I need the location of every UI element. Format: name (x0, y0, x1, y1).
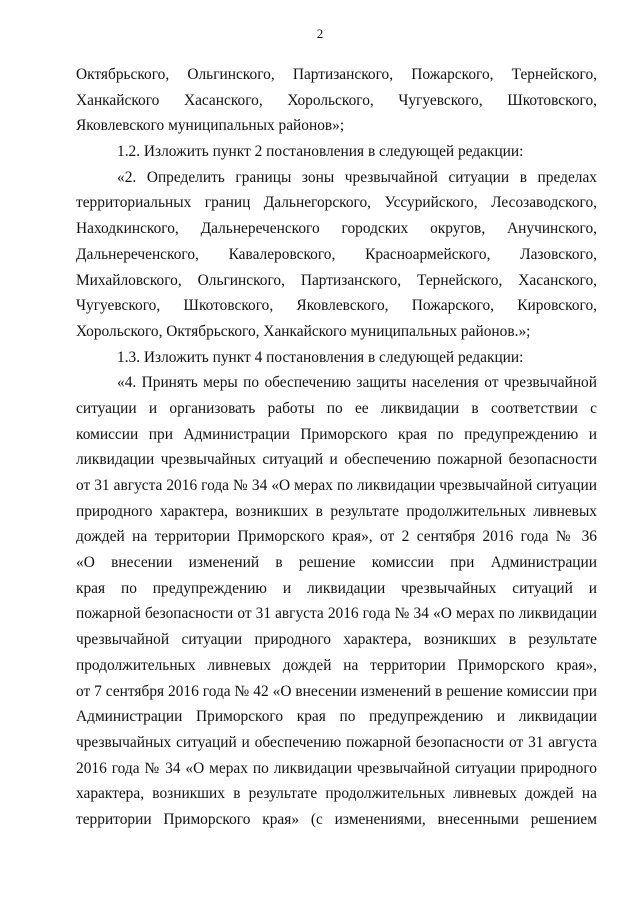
text-line: Октябрьского, Ольгинского, Партизанского, Пожарского, Тернейского, (76, 66, 597, 83)
text-line: Дальнереченского, Кавалеровского, Красноармейского, Лазовского, (76, 245, 597, 263)
text-line: территории Приморского края» (с изменениями, внесенными решением (76, 810, 597, 828)
text-line: от 7 сентября 2016 года № 42 «О внесении изменений в решение комиссии при (76, 682, 597, 700)
text-line: чрезвычайной ситуации природного характера, возникших в результате (76, 631, 597, 649)
text-line: Находкинского, Дальнереченского городских округов, Анучинского, (76, 220, 597, 238)
text-line: Хорольского, Октябрьского, Ханкайского муниципальных районов.»; (76, 322, 531, 340)
text-line: Ханкайского Хасанского, Хорольского, Чугуевского, Шкотовского, (76, 91, 597, 109)
text-line: ситуации и организовать работы по ее ликвидации в соответствии с (76, 399, 597, 417)
text-line: Михайловского, Ольгинского, Партизанского, Тернейского, Хасанского, (76, 271, 597, 289)
text-line: природного характера, возникших в результате продолжительных ливневых (76, 502, 597, 520)
text-line: Администрации Приморского края по предупреждению и ликвидации (76, 708, 597, 726)
page-number: 2 (316, 26, 324, 41)
text-line: Яковлевского муниципальных районов»; (76, 117, 345, 135)
text-line: продолжительных ливневых дождей на территории Приморского края», (76, 656, 597, 674)
text-line: ликвидации чрезвычайных ситуаций и обеспечению пожарной безопасности (76, 451, 597, 469)
text-line: территориальных границ Дальнегорского, Уссурийского, Лесозаводского, (76, 194, 597, 212)
text-line: «О внесении изменений в решение комиссии при Администрации (76, 554, 597, 572)
text-line: пожарной безопасности от 31 августа 2016 года № 34 «О мерах по ликвидации (76, 605, 597, 623)
text-line: от 31 августа 2016 года № 34 «О мерах по ликвидации чрезвычайной ситуации (76, 477, 597, 494)
text-line: чрезвычайных ситуаций и обеспечению пожарной безопасности от 31 августа (76, 733, 597, 751)
text-line: характера, возникших в результате продолжительных ливневых дождей на (76, 785, 597, 803)
text-line: 1.3. Изложить пункт 4 постановления в следующей редакции: (117, 348, 524, 366)
text-line: «2. Определить границы зоны чрезвычайной ситуации в пределах (117, 168, 597, 186)
text-line: 1.2. Изложить пункт 2 постановления в следующей редакции: (117, 143, 524, 161)
document-body (76, 62, 597, 833)
text-line: комиссии при Администрации Приморского края по предупреждению и (76, 425, 597, 443)
text-line: 2016 года № 34 «О мерах по ликвидации чрезвычайной ситуации природного (76, 759, 597, 777)
text-line: «4. Принять меры по обеспечению защиты населения от чрезвычайной (117, 374, 597, 392)
text-line: дождей на территории Приморского края», от 2 сентября 2016 года № 36 (76, 528, 597, 546)
text-line: края по предупреждению и ликвидации чрезвычайных ситуаций и (76, 579, 597, 597)
text-line: Чугуевского, Шкотовского, Яковлевского, Пожарского, Кировского, (76, 297, 597, 315)
